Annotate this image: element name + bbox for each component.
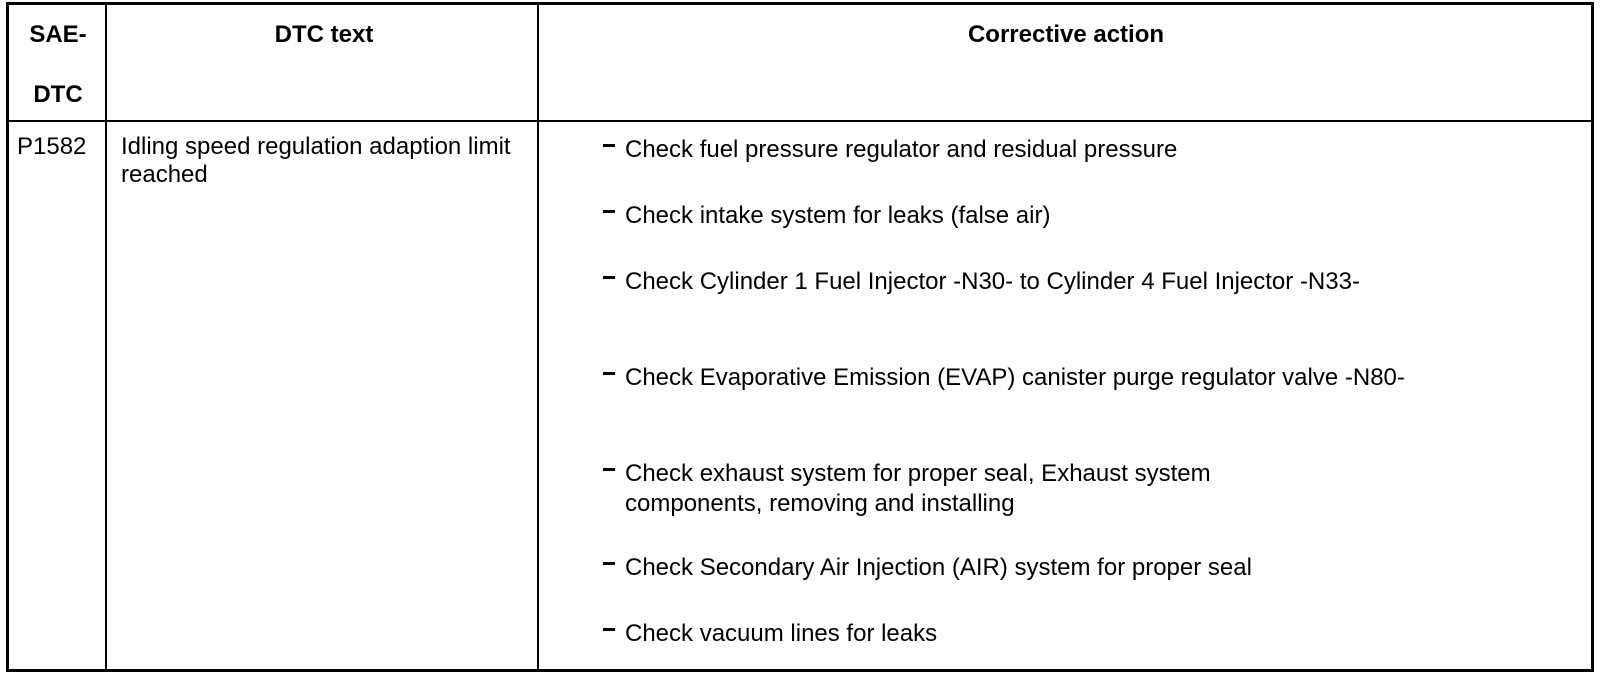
header-sae-line2: DTC — [33, 81, 83, 108]
corrective-action-text: Check fuel pressure regulator and residual pressure — [625, 136, 1178, 163]
corrective-action-item — [605, 553, 1565, 583]
dtc-description: Idling speed regulation adaption limit reached — [121, 133, 511, 188]
dash-bullet-icon — [603, 628, 615, 631]
header-corrective-action: Corrective action — [967, 21, 1165, 48]
header-dtc-text: DTC text — [274, 21, 374, 48]
dtc-table — [6, 2, 1594, 672]
corrective-action-text: Check intake system for leaks (false air) — [625, 202, 1051, 229]
corrective-action-text: Check Cylinder 1 Fuel Injector -N30- to Cylinder 4 Fuel Injector -N33- — [625, 268, 1360, 295]
dash-bullet-icon — [603, 468, 615, 471]
corrective-action-text: Check exhaust system for proper seal, Exhaust system components, removing and installing — [625, 460, 1211, 517]
dash-bullet-icon — [603, 210, 615, 213]
dash-bullet-icon — [603, 144, 615, 147]
corrective-action-text: Check vacuum lines for leaks — [625, 620, 938, 647]
corrective-action-item — [605, 459, 1305, 519]
column-divider-2 — [537, 5, 539, 669]
header-sae-dtc — [9, 5, 107, 127]
corrective-action-item — [605, 363, 1565, 393]
header-divider — [9, 120, 1591, 122]
dash-bullet-icon — [603, 372, 615, 375]
corrective-action-text: Check Secondary Air Injection (AIR) system for proper seal — [625, 554, 1252, 581]
corrective-action-item — [605, 267, 1565, 297]
corrective-action-item — [605, 201, 1565, 231]
header-sae-line1: SAE- — [29, 21, 87, 48]
corrective-action-item — [605, 135, 1565, 165]
dash-bullet-icon — [603, 276, 615, 279]
dtc-code: P1582 — [17, 133, 87, 160]
corrective-action-item — [605, 619, 1565, 649]
corrective-action-text: Check Evaporative Emission (EVAP) canister purge regulator valve -N80- — [625, 364, 1405, 391]
dash-bullet-icon — [603, 562, 615, 565]
